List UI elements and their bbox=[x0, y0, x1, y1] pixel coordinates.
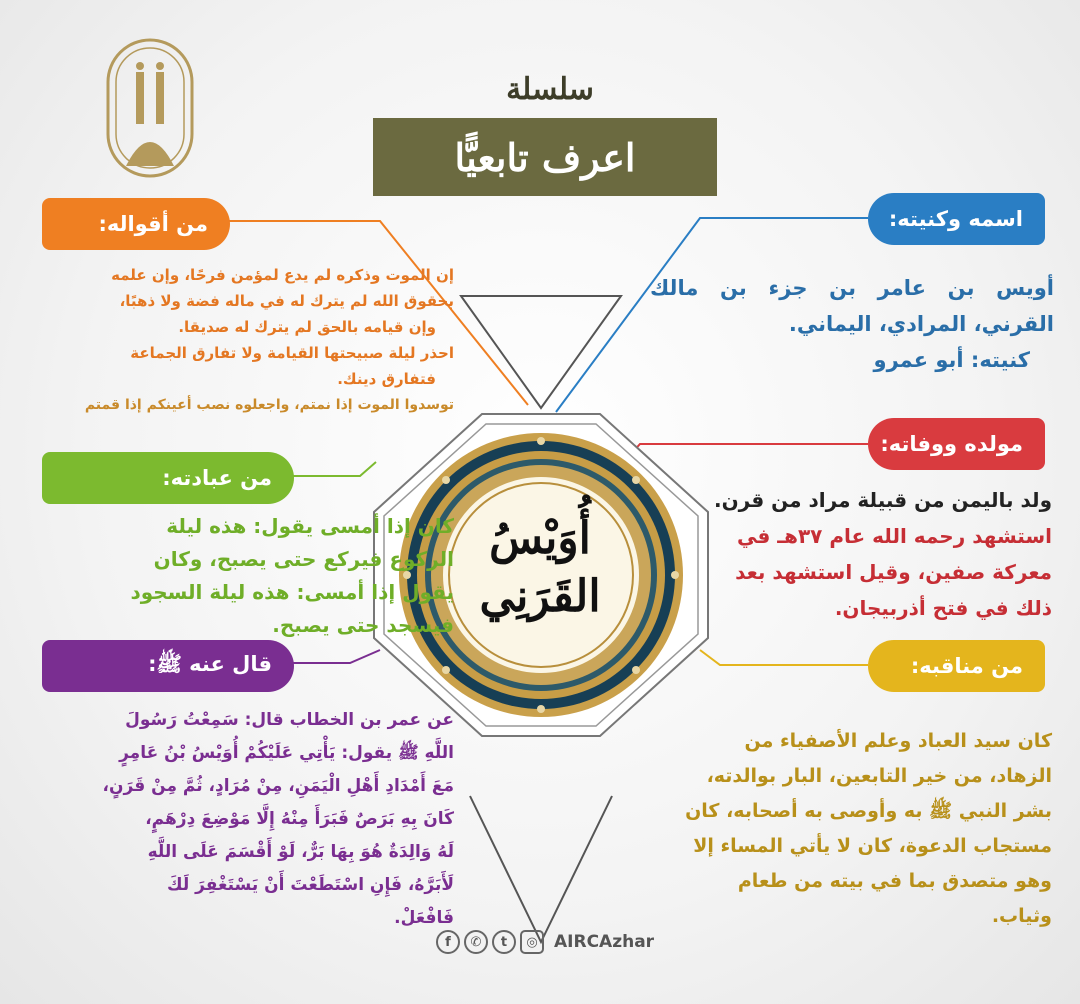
birth-line: ولد باليمن من قبيلة مراد من قرن. bbox=[714, 488, 1052, 512]
section-name-text bbox=[650, 270, 1054, 378]
name-line-1: أُوَيْسُ bbox=[489, 513, 591, 564]
section-virtues-text bbox=[652, 724, 1052, 934]
prophet-line: لَأَبَرَّهُ، فَإِنِ اسْتَطَعْتَ أَنْ يَسْتَغْفِرَ لَكَ bbox=[167, 875, 454, 895]
name-line: القرني، المرادي، اليماني. bbox=[788, 312, 1054, 336]
series-label: سلسلة bbox=[506, 72, 594, 107]
name-line: أويس بن عامر بن جزء بن مالك bbox=[650, 276, 1054, 300]
virtues-line: كان سيد العباد وعلم الأصفياء من bbox=[744, 730, 1052, 752]
prophet-line: عن عمر بن الخطاب قال: سَمِعْتُ رَسُولَ bbox=[125, 710, 454, 730]
section-sayings-header: من أقواله: bbox=[42, 198, 230, 250]
virtues-line: وهو متصدق بما في بيته من طعام bbox=[737, 870, 1052, 892]
prophet-line: اللَّهِ ﷺ يقول: يَأْتِي عَلَيْكُمْ أُوَيْسُ بْنُ عَامِرٍ bbox=[119, 743, 454, 763]
birth-line: معركة صفين، وقيل استشهد بعد bbox=[735, 560, 1052, 584]
section-name-header: اسمه وكنيته: bbox=[868, 193, 1045, 245]
sayings-line: بحقوق الله لم يترك له في ماله فضة ولا ذهبًا، bbox=[119, 292, 454, 310]
prophet-line: فَافْعَلْ. bbox=[394, 908, 454, 928]
social-handle[interactable]: AIRCAzhar bbox=[554, 932, 655, 952]
section-sayings-text bbox=[36, 262, 454, 418]
prophet-line: كَانَ بِهِ بَرَصٌ فَبَرَأَ مِنْهُ إِلَّا مَوْضِعَ دِرْهَمٍ، bbox=[145, 809, 454, 829]
virtues-line: مستجاب الدعوة، كان لا يأتي المساء إلا bbox=[693, 835, 1052, 857]
facebook-icon[interactable]: f bbox=[436, 930, 460, 954]
section-birth-header: مولده ووفاته: bbox=[868, 418, 1045, 470]
prophet-line: لَهُ وَالِدَةٌ هُوَ بِهَا بَرٌّ، لَوْ أَقْسَمَ عَلَى اللَّهِ bbox=[147, 842, 454, 862]
prophet-line: مَعَ أَمْدَادِ أَهْلِ الْيَمَنِ، مِنْ مُرَادٍ، ثُمَّ مِنْ قَرَنٍ، bbox=[102, 776, 454, 796]
section-worship-header: من عبادته: bbox=[42, 452, 294, 504]
section-birth-text bbox=[648, 482, 1052, 626]
worship-line: يقول إذا أمسى: هذه ليلة السجود bbox=[130, 580, 454, 604]
al-azhar-logo bbox=[106, 38, 194, 178]
page-title: اعرف تابعيًّا bbox=[373, 118, 717, 196]
virtues-line: بشر النبي ﷺ به وأوصى به أصحابه، كان bbox=[685, 800, 1052, 822]
section-worship-text bbox=[36, 510, 454, 642]
social-bar bbox=[436, 930, 654, 954]
worship-line: كان إذا أمسى يقول: هذه ليلة bbox=[166, 514, 454, 538]
center-medallion-name bbox=[448, 510, 632, 626]
birth-line: ذلك في فتح أذربيجان. bbox=[834, 596, 1052, 620]
section-prophet-header: قال عنه ﷺ: bbox=[42, 640, 294, 692]
virtues-line: وثياب. bbox=[991, 905, 1052, 927]
whatsapp-icon[interactable]: ✆ bbox=[464, 930, 488, 954]
sayings-line: توسدوا الموت إذا نمتم، واجعلوه نصب أعينكم إذا قمتم bbox=[84, 397, 454, 413]
sayings-line: وإن قيامه بالحق لم يترك له صديقا. bbox=[178, 318, 436, 336]
worship-line: فيسجد حتى يصبح. bbox=[272, 613, 454, 637]
sayings-line: فتفارق دينك. bbox=[337, 370, 436, 388]
sayings-line: إن الموت وذكره لم يدع لمؤمن فرحًا، وإن علمه bbox=[111, 266, 454, 284]
name-line-2: القَرَنِي bbox=[479, 571, 601, 622]
birth-line: استشهد رحمه الله عام ٣٧هـ في bbox=[736, 524, 1052, 548]
virtues-line: الزهاد، من خير التابعين، البار بوالدته، bbox=[706, 765, 1052, 787]
sayings-line: احذر ليلة صبيحتها القيامة ولا تفارق الجماعة bbox=[130, 344, 454, 362]
section-virtues-header: من مناقبه: bbox=[868, 640, 1045, 692]
name-line: كنيته: أبو عمرو bbox=[873, 348, 1030, 372]
twitter-icon[interactable]: t bbox=[492, 930, 516, 954]
worship-line: الركوع فيركع حتى يصبح، وكان bbox=[153, 547, 454, 571]
instagram-icon[interactable]: ◎ bbox=[520, 930, 544, 954]
section-prophet-text bbox=[36, 704, 454, 935]
